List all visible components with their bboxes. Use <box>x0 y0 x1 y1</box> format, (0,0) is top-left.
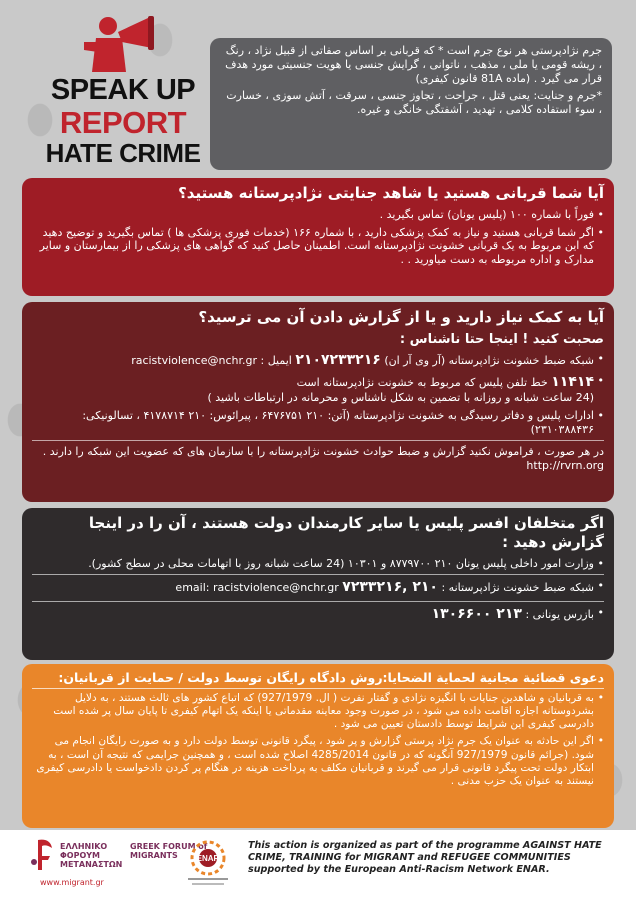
list-item <box>32 606 604 624</box>
rvrn-label: شبکه ضبط خشونت نژادپرستانه : <box>441 581 594 595</box>
ministry-info: وزارت امور داخلی پلیس یونان ۲۱۰ ۸۷۷۹۷۰۰ و ۱۰۳۰۱ (24 ساعت شبانه روز با اتهامات محلی در سطح کشور). <box>88 556 594 570</box>
divider <box>32 440 604 441</box>
police-heading: اگر متخلفان افسر پلیس یا سایر کارمندان دولت هستند ، آن را در اینجا گزارش دهید : <box>88 514 604 551</box>
police-section <box>22 508 614 660</box>
email-label: ایمیل : <box>260 354 292 367</box>
free-prosecution-info: اگر این حادثه به عنوان یک جرم نژاد پرستی گزارش و پر شود ، پیگرد قانونی توسط دولت دارد و به صورت رایگان انجام می شود. (جرائم قانون 927/1979 آنگونه که در قانون 4285/2014 اصلاح شده است ، و همچنین جرایمی که نتیجه آن است ، به ابتکار دولت تحت پیگرد قانونی قرار می گیرند و قربانیان مکلف به پرداخت هزینه در هنگام پر کردن دادخواست یا دادرسی کیفری نیستند به عنوان یک حزب مدنی . <box>36 735 594 788</box>
bullet-icon: • <box>597 225 604 239</box>
rvrn-url-link[interactable]: http://rvrn.org <box>526 459 604 472</box>
help-heading: آیا به کمک نیاز دارید و یا از گزارش دادن آن می ترسید؟ <box>198 308 604 326</box>
list-item <box>32 208 604 222</box>
crime-definition-paragraph: *جرم و جنایت: یعنی قتل ، جراحت ، تجاوز جنسی ، سرقت ، آتش سوزی ، خسارت ، سوء استفاده کلامی ، تهدید ، آشفتگی خانگی و غیره. <box>226 89 602 116</box>
gfm-greek-name: ΕΛΛΗΝΙΚΟ ΦΟΡΟΥΜ ΜΕΤΑΝΑΣΤΩΝ <box>60 842 123 870</box>
residence-permit-info: به قربانیان و شاهدین جنایات با انگیزه نژادی و گفتار نفرت ( ال. 927/1979) که اتباع کشور های ثالث هستند ، به دلایل بشردوستانه اجازه اقامت داده می شود ، در صورت وجود معاینه مقدماتی یا اینکه یک اتهام کیفری تا پایان سال پر شده است دادرسی کیفری این شرایط توسط دادستان تعیین می شود . <box>53 691 594 731</box>
victim-section <box>22 178 614 296</box>
bullet-icon: • <box>597 207 604 221</box>
divider <box>32 574 604 575</box>
list-item <box>32 409 604 437</box>
speak-up-logo <box>38 12 208 167</box>
police-hotline-phone[interactable]: ۱۱۴۱۴ <box>551 373 594 390</box>
programme-note: This action is organized as part of the programme AGAINST HATE CRIME, TRAINING for MIGRANT and REFUGEE COMMUNITIES supported by the European Anti-Racism Network ENAR. <box>248 840 602 875</box>
bullet-icon: • <box>597 691 604 704</box>
bullet-icon: • <box>597 605 604 619</box>
definition-paragraph: جرم نژادپرستی هر نوع جرم است * که قربانی بر اساس صفاتی از قبیل نژاد ، رنگ ، ریشه قومی یا ملی ، مذهب ، ناتوانی ، گرایش جنسی یا هویت جنسیتی مورد هدف قرار می گیرد . (ماده 81A قانون کیفری) <box>225 44 602 85</box>
bullet-icon: • <box>597 579 604 593</box>
rvrn-email-link[interactable]: racistviolence@nchr.gr <box>131 354 258 367</box>
logo-hate-crime: HATE CRIME <box>45 138 201 168</box>
bullet-icon: • <box>597 373 604 387</box>
list-item <box>32 579 604 597</box>
footer <box>0 830 636 900</box>
rvrn-email-link[interactable]: racistviolence@nchr.gr <box>212 581 339 595</box>
definition-box <box>210 38 612 170</box>
police-offices-info: ادارات پلیس و دفاتر رسیدگی به خشونت نژادپرستانه (آتن: ۲۱۰ ۶۴۷۶۷۵۱ ، پیرائوس: ۲۱۰ ۴۱۷۸۷۱۴ ، تسالونیکی: ۲۳۱۰۳۸۸۴۳۶) <box>82 408 594 436</box>
enar-logo <box>178 838 238 888</box>
gfm-english-name: GREEK FORUM of MIGRANTS <box>130 842 208 861</box>
email-label: email: <box>175 581 210 595</box>
ombudsman-label: بازرس یونانی : <box>525 607 594 621</box>
rvrn-phone[interactable]: ۲۱۰ ,۷۲۳۳۲۱۶ <box>342 579 438 596</box>
list-item <box>32 692 604 732</box>
logo-speak-up: SPEAK UP <box>50 74 196 106</box>
list-item <box>32 557 604 571</box>
divider <box>32 601 604 602</box>
list-item <box>32 374 604 405</box>
gfm-mark-icon <box>30 838 56 872</box>
bullet-icon: • <box>597 556 604 570</box>
enar-logo-icon <box>178 838 238 888</box>
legal-section <box>22 664 614 828</box>
ombudsman-phone[interactable]: ۲۱۳ ۱۳۰۶۶۰۰ <box>431 605 522 622</box>
victim-medical-help: اگر شما قربانی هستید و نیاز به کمک پزشکی دارید ، با شماره ۱۶۶ (خدمات فوری پزشکی ها ) تماس بگیرید و توضیح دهید که این مربوط به یک قربانی خشونت نژادپرستانه است. اطمینان حاصل کنید که گواهی های پزشکی را از بیمارستان و سایر مدارک و اداره مربوطه به دست میاورید . . <box>39 225 594 266</box>
help-subheading: صحبت کنید ! اینجا حتا ناشناس : <box>399 331 604 347</box>
legal-heading: دعوی قضائیة مجانیة لحمایة الضحایا:روش دادگاه رایگان توسط دولت / حمایت از قربانیان: <box>32 670 604 689</box>
list-item <box>32 352 604 370</box>
megaphone-person-icon <box>78 12 168 82</box>
network-note: در هر صورت ، فراموش نکنید گزارش و ضبط حوادث خشونت نژادپرستانه را با سازمان های که عضویت این شبکه را دارند . <box>42 445 604 459</box>
bullet-icon: • <box>597 352 604 365</box>
bullet-icon: • <box>597 735 604 748</box>
bullet-icon: • <box>597 408 604 422</box>
gfm-website-link[interactable]: www.migrant.gr <box>40 878 104 887</box>
victim-heading: آیا شما قربانی هستید یا شاهد جنایتی نژادپرستانه هستید؟ <box>178 184 604 202</box>
help-section <box>22 302 614 502</box>
list-item <box>32 226 604 267</box>
police-hotline-label: خط تلفن پلیس که مربوط به خشونت نژادپرستانه است <box>296 375 548 389</box>
rvrn-label: شبکه ضبط خشونت نژادپرستانه (آر وی آر ان) <box>384 354 594 367</box>
list-item <box>32 735 604 788</box>
rvrn-phone[interactable]: ۲۱۰۷۲۳۳۲۱۶ <box>295 352 381 368</box>
victim-call-police: فوراً با شماره ۱۰۰ (پلیس یونان) تماس بگیرید . <box>379 207 594 221</box>
police-hotline-note: (24 ساعت شبانه و روزانه با تضمین به شکل ناشناس و محرمانه در ارتباطات باشید ) <box>207 391 594 404</box>
logo-report: REPORT <box>59 105 187 140</box>
enar-logo-text: ENAR <box>196 854 220 863</box>
